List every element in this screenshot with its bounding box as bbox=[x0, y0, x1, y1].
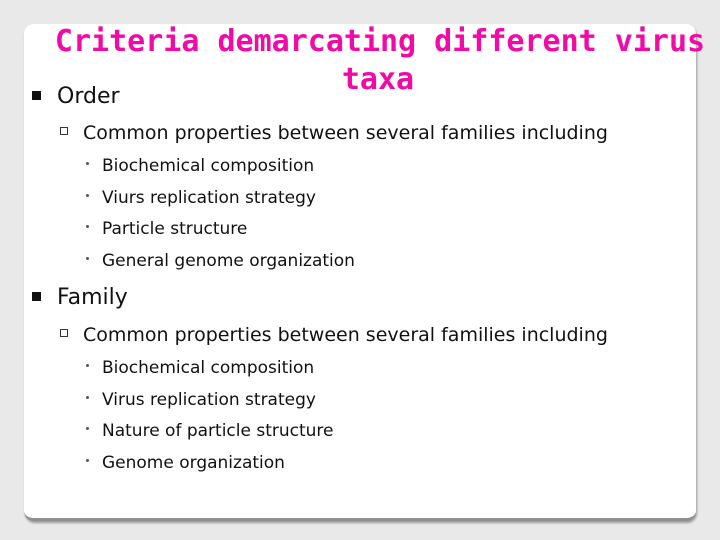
list-item-label: Viurs replication strategy bbox=[102, 188, 316, 208]
slide-title-line-1: Criteria demarcating different virus bbox=[54, 24, 706, 59]
bullet-order-label: Order bbox=[57, 84, 120, 109]
hollow-square-bullet-icon bbox=[60, 127, 68, 135]
bullet-order bbox=[32, 84, 120, 109]
dot-bullet-icon bbox=[86, 194, 89, 197]
list-item-label: General genome organization bbox=[102, 251, 355, 271]
sub-bullet-order bbox=[60, 122, 608, 144]
dot-bullet-icon bbox=[86, 396, 89, 399]
list-item-label: Biochemical composition bbox=[102, 156, 315, 176]
list-item-label: Biochemical composition bbox=[102, 358, 315, 378]
list-item bbox=[86, 156, 314, 176]
list-item-label: Nature of particle structure bbox=[102, 421, 334, 441]
square-bullet-icon bbox=[32, 91, 41, 100]
list-item bbox=[86, 251, 355, 271]
dot-bullet-icon bbox=[86, 459, 89, 462]
sub-bullet-family-label: Common properties between several families including bbox=[83, 324, 608, 346]
dot-bullet-icon bbox=[86, 225, 89, 228]
slide-title-line-2: taxa bbox=[341, 62, 415, 97]
list-item bbox=[86, 453, 285, 473]
list-item-label: Genome organization bbox=[102, 453, 285, 473]
square-bullet-icon bbox=[32, 292, 41, 301]
bullet-family-label: Family bbox=[57, 285, 128, 310]
list-item-label: Virus replication strategy bbox=[102, 390, 316, 410]
sub-bullet-order-label: Common properties between several families including bbox=[83, 122, 608, 144]
dot-bullet-icon bbox=[86, 162, 89, 165]
sub-bullet-family bbox=[60, 324, 608, 346]
list-item bbox=[86, 219, 247, 239]
list-item bbox=[86, 188, 316, 208]
dot-bullet-icon bbox=[86, 427, 89, 430]
list-item bbox=[86, 421, 334, 441]
dot-bullet-icon bbox=[86, 364, 89, 367]
list-item bbox=[86, 358, 314, 378]
hollow-square-bullet-icon bbox=[60, 329, 68, 337]
bullet-family bbox=[32, 285, 128, 310]
list-item-label: Particle structure bbox=[102, 219, 248, 239]
dot-bullet-icon bbox=[86, 257, 89, 260]
list-item bbox=[86, 390, 316, 410]
